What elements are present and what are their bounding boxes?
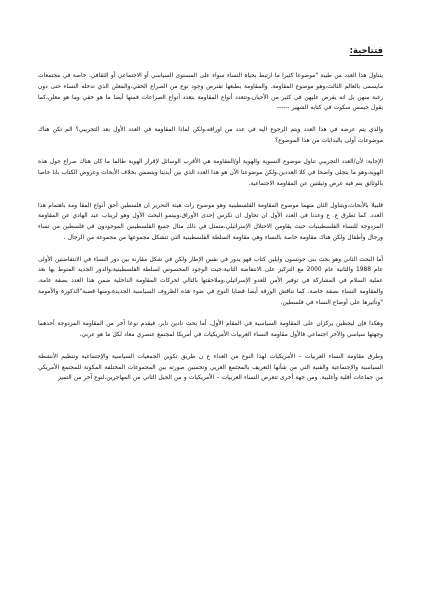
paragraph-question: والذي يتم عرضه في هذا العدد ويتم الرجوع اليه في عدد من اوراقه،ولكن لماذا المقاومة في العدد الأول بعد التجريبي؟ الم تكن هناك موضوعات أولى بالبدايات من هذا الموضوع؟ xyxy=(38,126,383,144)
paragraph-double-resistance: وهكذا فإن ليحظين يركزان على المقاومة السياسية في المقام الأول، أما بحث نادين ناير، فيقدم نوعا آخر من المقاومة المزدوجة أحدهما وجهتها سياسي والآخر اجتماعي فالأول مقاومة النساء العربيات الأمريكيات في أمريكا لمجتمع عنصري معاد لكل ما هو عربي، xyxy=(38,321,383,339)
document-body xyxy=(38,44,383,395)
paragraph-second-research: أما البحث الثاني وهو بحث بنى جونسون وايلين كتاب فهو يدور في نفس الإطار ولكن في شكل مقارنة بين دور النساء في الانتفاضتين الأولى عام 1988 والثانية عام 2000 مع التركيز على الانتفاضة الثانية،حيث الوجود المحسوس لسلطة الفلسطينية،والدور الجديد المنوط بها بعد عملية السلام في المشاركة في توفير الأمن للعدو الإسرائيلي،وملاحقتها بالتالي لحركات المقاومة الداخلية ضمن هذا العدد بصفة عامة، والمقاومة النساء بصفة خاصة. كما تناقش الورقة أيضا قضايا النوع في ضوء هذه الظروف السياسية الجديدة،ومنها قضية"الذكورة والأمومة "وتأثيرها على أوضاع النساء في فلسطين. xyxy=(38,256,383,306)
paragraph-arab-american: وطرق مقاومة النساء العربيات – الأمريكيات لهذا النوع من العداء ع ن طريق تكوين الجمعيات السياسية والإجتماعية وتنظيم الأنشطة السياسية والإجتماعية والفنية التي من شأنها التعريف بالمجتمع العربي وتحسين صورته بين المجموعات المختلفة المكونة للمجتمع الأمريكي من جماعات أقلية وأغلبية. ومن جهة أخرى تتعرض النساء العربيات – الأمريكيات و من الجيل الثاني من المهاجرين،لنوع آخر من التميز xyxy=(38,353,383,382)
paragraph-palestine: قلبيلا بالأبحاث،ويتناول الثان منهما موضوع المقاومة الفلسطينية وهو موضوع رات هيئة التحرير ان فلسطين أحق أنواع المقا ومة باهتمام هذا العدد. كما تطرق ع. ع وعدنا في العدد الأول ان تحاول ان نكرس إحدى الأوراق،وبينمو البحث الأول وهو لريناب عبد الهادي عن المقاومة المزدوجة للنساء الفلسطينيات حيث يقاومن الاحتلال الإسرائيلي،متمثل في ذلك مثال جميع الفلسطينين الموجودون في فلسطين من نساء ورجال وأطفال ولكن هناك مقاومة خاصة بالنساء وهي مقاومة السلطة الفلسطينية التي تتشكل مجموعها من مجموعة من الرجال . xyxy=(38,202,383,241)
section-heading: فتتاحية: xyxy=(349,45,383,55)
paragraph-intro: يتناول هذا العدد من طيبة "موضوعا كثيرا ما ارتبط بحياة النساء سواء على المستوى السياسي أو الاجتماعي أو الثقافي، خاصة في مجتمعات مايسمى بالعالم الثالث،وهو موضوع المقاومة. والمقاومة بطبعها تفترض وجود نوع من الصراع الخفي،والمعلن الذي تدخله النساء حتى دون رغبة منهن بل انه يفرض عليهن في كثير من الأحيان،وتتعدد أنواع المقاومة بتعدد أنواع الصراعات فمنها أيضا ما هو خفي وما هو معلن،كما يقول جيمس سكوت في كتابه الشهير ------ xyxy=(38,73,383,112)
paragraph-answer: الإجابة: لأن/العدد التجريبي تناول موضوع النسوية والهوية أو/المقاومة هي الأقرب الوسائل لإقرار الهوية طالما ما كان هناك صراع حول هذه الهوية،وهو ما يتجلى واضحا في كلا العددين،ولكن موضوعنا الآن هو هذا العدد الذي بين أيدينا ويتضمن بخلاف الأبحاث وعروض الكتاب بابا خاصا بالوثائق يتم فيه عرض وثيقتين عن المقاومة الاجتماعية. xyxy=(38,159,383,187)
